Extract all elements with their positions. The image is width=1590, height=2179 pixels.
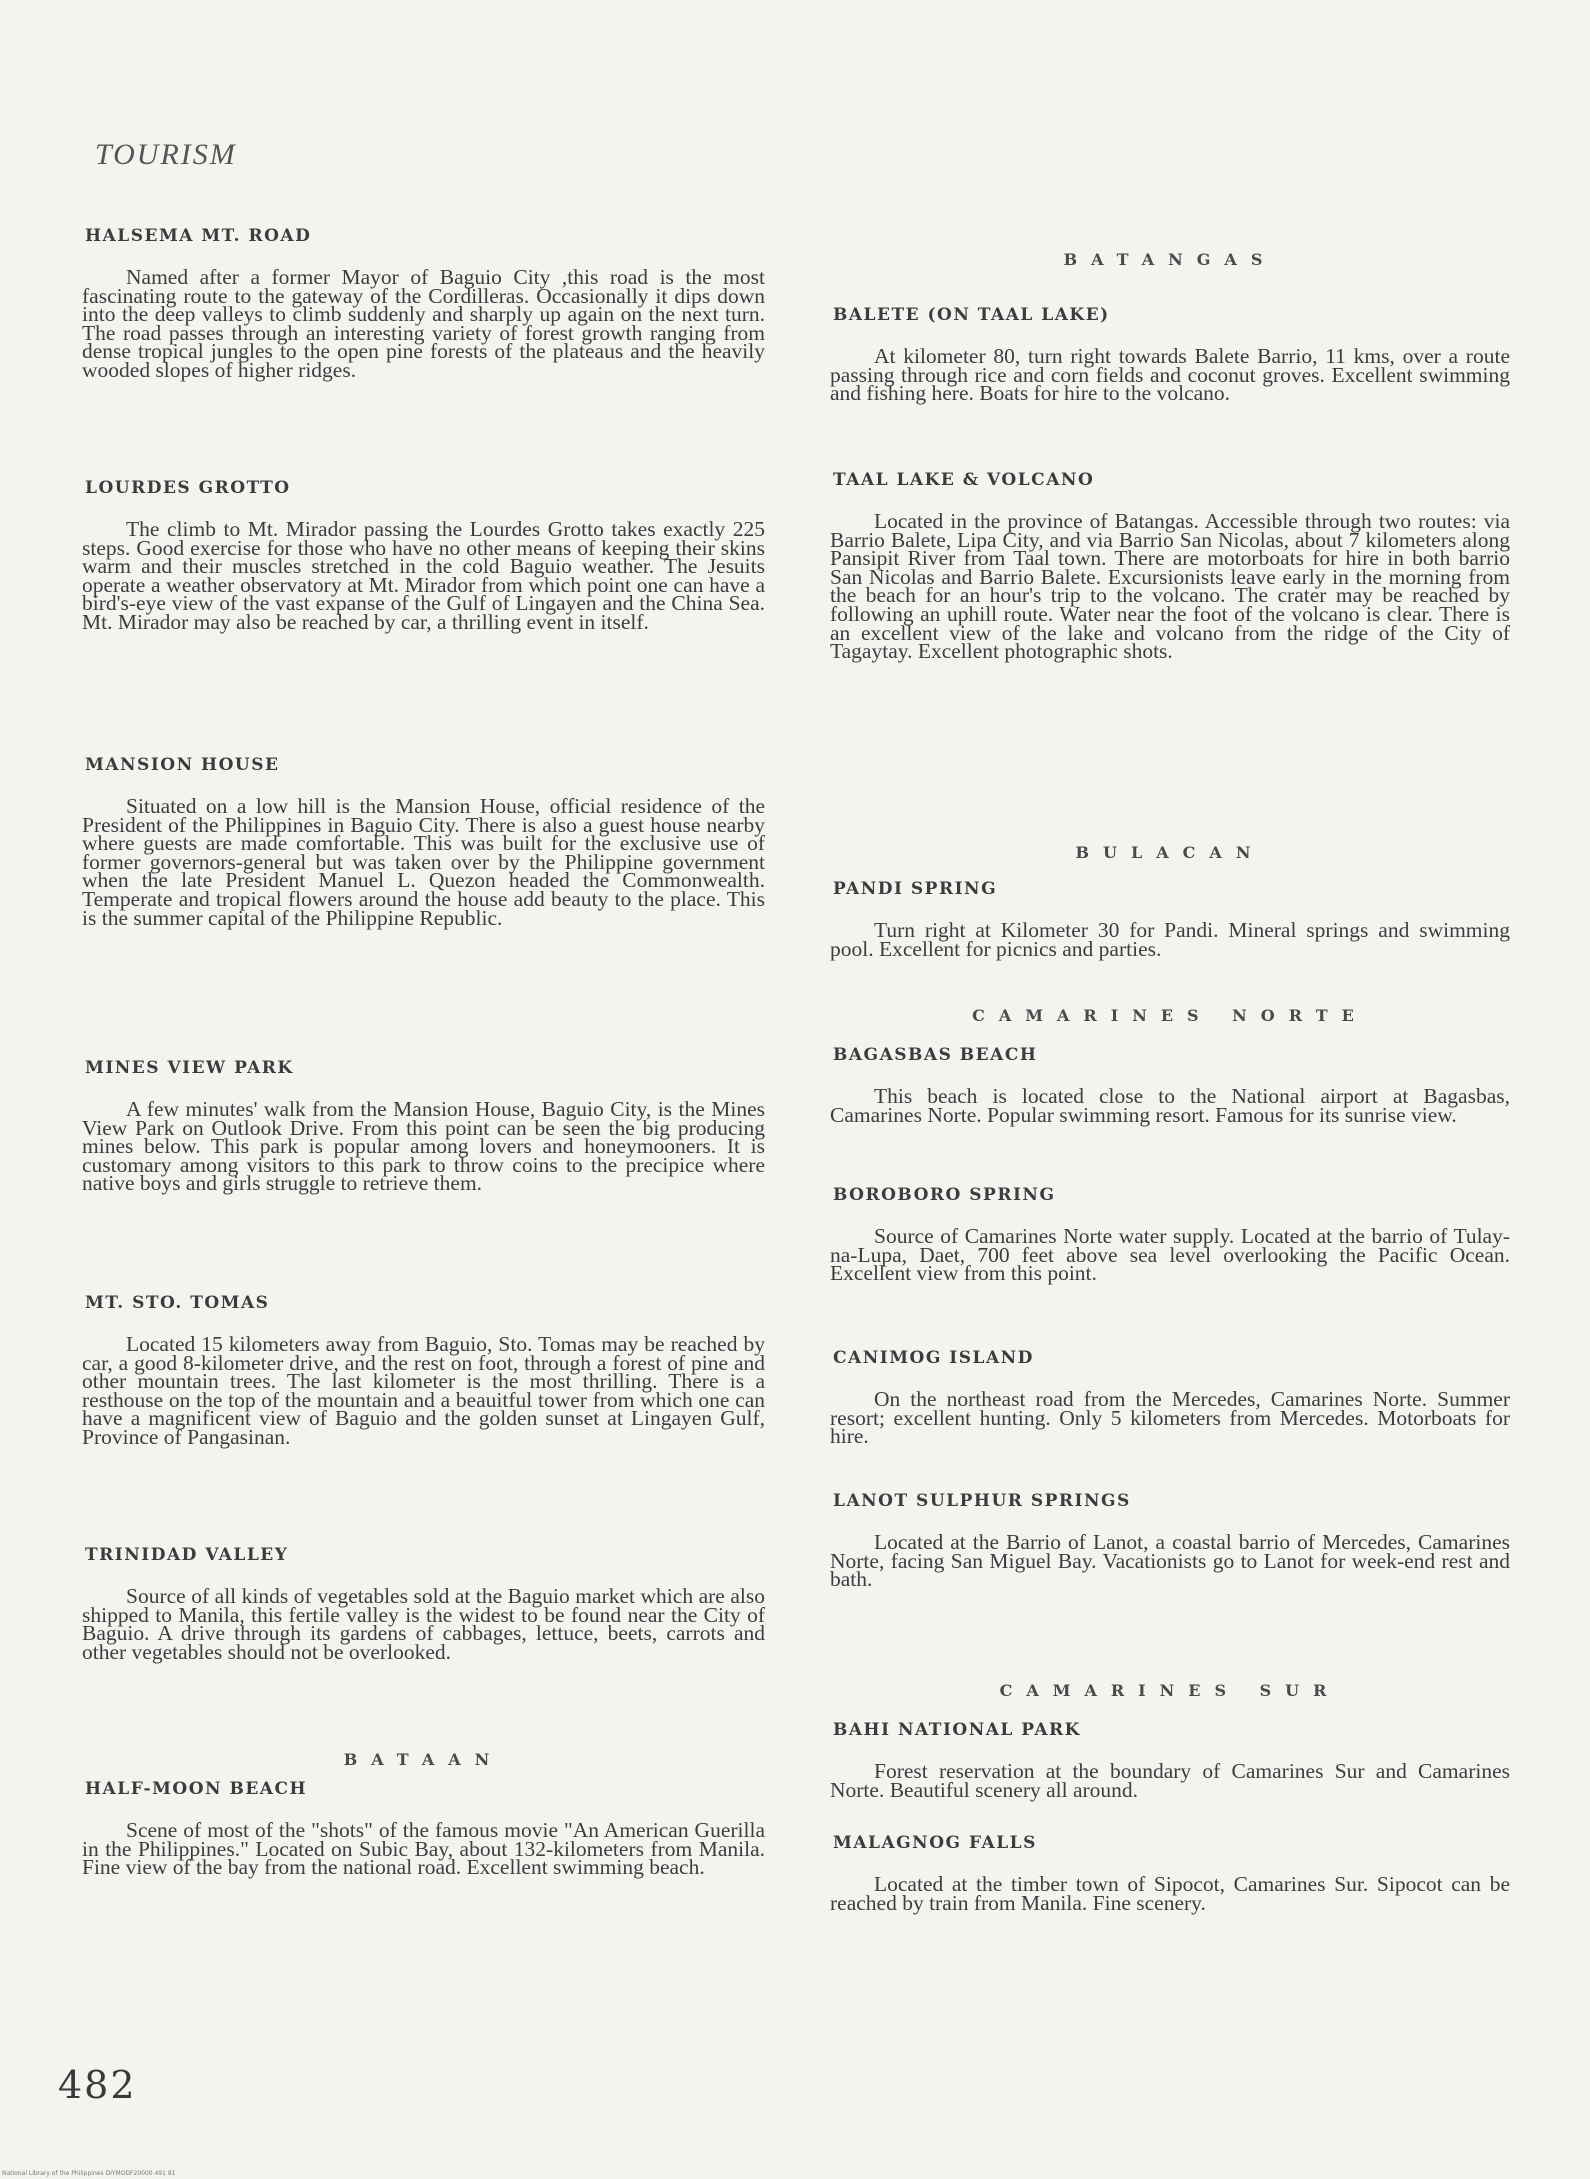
- region-bataan: [82, 1750, 765, 1769]
- section-text: Located at the Barrio of Lanot, a coastal barrio of Mercedes, Camarines Norte, facing San Miguel Bay. Vacationists go to Lanot for week-end rest and bath.: [830, 1530, 1510, 1592]
- section-heading: BALETE (ON TAAL LAKE): [833, 305, 1110, 325]
- section-heading: MINES VIEW PARK: [85, 1058, 294, 1078]
- section-text: Source of Camarines Norte water supply. Located at the barrio of Tulay-na-Lupa, Daet, 700 feet above sea level overlooking the Pacific Ocean. Excellent view from this point.: [830, 1224, 1510, 1286]
- section-pandi: [830, 879, 1510, 961]
- section-canimog: [830, 1348, 1510, 1449]
- section-text: On the northeast road from the Mercedes, Camarines Norte. Summer resort; excellent hunting. Only 5 kilometers from Mercedes. Motorboats for hire.: [830, 1387, 1510, 1449]
- section-halfmoon: [82, 1779, 765, 1880]
- section-heading: LANOT SULPHUR SPRINGS: [833, 1491, 1131, 1511]
- region-heading: BATAAN: [343, 1750, 504, 1769]
- section-text: Situated on a low hill is the Mansion House, official residence of the President of the Philippines in Baguio City. There is also a guest house nearby where guests are made comfortable. This was built for the exclusive use of former governors-general but was taken over by the Philippine government when the late President Manuel L. Quezon headed the Commonwealth. Temperate and tropical flowers around the house add beauty to the place. This is the summer capital of the Philippine Republic.: [82, 794, 765, 930]
- section-heading: MALAGNOG FALLS: [833, 1833, 1037, 1853]
- section-text: Source of all kinds of vegetables sold at the Baguio market which are also shipped to Manila, this fertile valley is the widest to be found near the City of Baguio. A drive through its gardens of cabbages, lettuce, beets, carrots and other vegetables should not be overlooked.: [82, 1584, 765, 1664]
- section-heading: TRINIDAD VALLEY: [85, 1545, 289, 1565]
- section-lourdes: [82, 478, 765, 632]
- region-heading: CAMARINES NORTE: [972, 1006, 1368, 1025]
- section-halsema: [82, 226, 765, 380]
- section-text: At kilometer 80, turn right towards Balete Barrio, 11 kms, over a route passing through rice and corn fields and coconut groves. Excellent swimming and fishing here. Boats for hire to the volcano.: [830, 344, 1510, 406]
- section-heading: HALSEMA MT. ROAD: [85, 226, 312, 246]
- section-lanot: [830, 1491, 1510, 1592]
- section-bagasbas: [830, 1045, 1510, 1127]
- region-batangas: [830, 250, 1510, 269]
- section-malagnog: [830, 1833, 1510, 1915]
- section-text: Turn right at Kilometer 30 for Pandi. Mineral springs and swimming pool. Excellent for picnics and parties.: [830, 918, 1510, 961]
- section-heading: HALF-MOON BEACH: [85, 1779, 308, 1799]
- page-number: 482: [58, 2063, 137, 2107]
- region-heading: CAMARINES SUR: [999, 1681, 1341, 1700]
- section-text: Forest reservation at the boundary of Camarines Sur and Camarines Norte. Beautiful scenery all around.: [830, 1759, 1510, 1802]
- section-text: Named after a former Mayor of Baguio City ,this road is the most fascinating route to the gateway of the Cordilleras. Occasionally it dips down into the deep valleys to climb suddenly and sharply up again on the next turn. The road passes through an interesting variety of forest growth ranging from dense tropical jungles to the open pine forests of the plateaus and the heavily wooded slopes of higher ridges.: [82, 265, 765, 382]
- section-text: The climb to Mt. Mirador passing the Lourdes Grotto takes exactly 225 steps. Good exercise for those who have no other means of keeping their skins warm and their muscles stretched in the cold Baguio weather. The Jesuits operate a weather observatory at Mt. Mirador from which point one can have a bird's-eye view of the vast expanse of the Gulf of Lingayen and the China Sea. Mt. Mirador may also be reached by car, a thrilling event in itself.: [82, 517, 765, 634]
- footer-credit: National Library of the Philippines DIYMODF20000 491 81: [2, 2170, 176, 2177]
- section-boroboro: [830, 1185, 1510, 1286]
- region-heading: BATANGAS: [1063, 250, 1277, 269]
- section-heading: BAGASBAS BEACH: [833, 1045, 1038, 1065]
- region-heading: BULACAN: [1075, 843, 1265, 862]
- section-text: A few minutes' walk from the Mansion House, Baguio City, is the Mines View Park on Outlook Drive. From this point can be seen the big producing mines below. This park is popular among lovers and honeymooners. It is customary among visitors to this park to throw coins to the precipice where native boys and girls struggle to retrieve them.: [82, 1097, 765, 1196]
- region-camarines-sur: [830, 1681, 1510, 1700]
- section-heading: CANIMOG ISLAND: [833, 1348, 1034, 1368]
- region-camarines-norte: [830, 1006, 1510, 1025]
- section-taal: [830, 470, 1510, 664]
- section-mines: [82, 1058, 765, 1196]
- section-text: This beach is located close to the National airport at Bagasbas, Camarines Norte. Popular swimming resort. Famous for its sunrise view.: [830, 1084, 1510, 1127]
- section-heading: TAAL LAKE & VOLCANO: [833, 470, 1095, 490]
- section-trinidad: [82, 1545, 765, 1664]
- region-bulacan: [830, 843, 1510, 862]
- section-text: Scene of most of the "shots" of the famous movie "An American Guerilla in the Philippines." Located on Subic Bay, about 132-kilometers from Manila. Fine view of the bay from the national road. Excellent swimming beach.: [82, 1818, 765, 1880]
- section-text: Located 15 kilometers away from Baguio, Sto. Tomas may be reached by car, a good 8-kilometer drive, and the rest on foot, through a forest of pine and other mountain trees. The last kilometer is the most thrilling. There is a resthouse on the top of the mountain and a beauitful tower from which one can have a magnificent view of Baguio and the golden sunset at Lingayen Gulf, Province of Pangasinan.: [82, 1332, 765, 1449]
- section-heading: BAHI NATIONAL PARK: [833, 1720, 1081, 1740]
- section-mansion: [82, 755, 765, 930]
- section-heading: MT. STO. TOMAS: [85, 1293, 270, 1313]
- section-text: Located at the timber town of Sipocot, Camarines Sur. Sipocot can be reached by train from Manila. Fine scenery.: [830, 1872, 1510, 1915]
- running-header: TOURISM: [95, 138, 237, 171]
- section-heading: BOROBORO SPRING: [833, 1185, 1056, 1205]
- section-heading: PANDI SPRING: [833, 879, 998, 899]
- section-balete: [830, 305, 1510, 406]
- section-tomas: [82, 1293, 765, 1447]
- section-heading: MANSION HOUSE: [85, 755, 280, 775]
- section-bahi: [830, 1720, 1510, 1802]
- section-text: Located in the province of Batangas. Accessible through two routes: via Barrio Balete, Lipa City, and via Barrio San Nicolas, about 7 kilometers along Pansipit River from Taal town. There are motorboats for hire in both barrio San Nicolas and Barrio Balete. Excursionists leave early in the morning from the beach for an hour's trip to the volcano. The crater may be reached by following an uphill route. Water near the foot of the volcano is clear. There is an excellent view of the lake and volcano from the ridge of the City of Tagaytay. Excellent photographic shots.: [830, 509, 1510, 664]
- section-heading: LOURDES GROTTO: [85, 478, 291, 498]
